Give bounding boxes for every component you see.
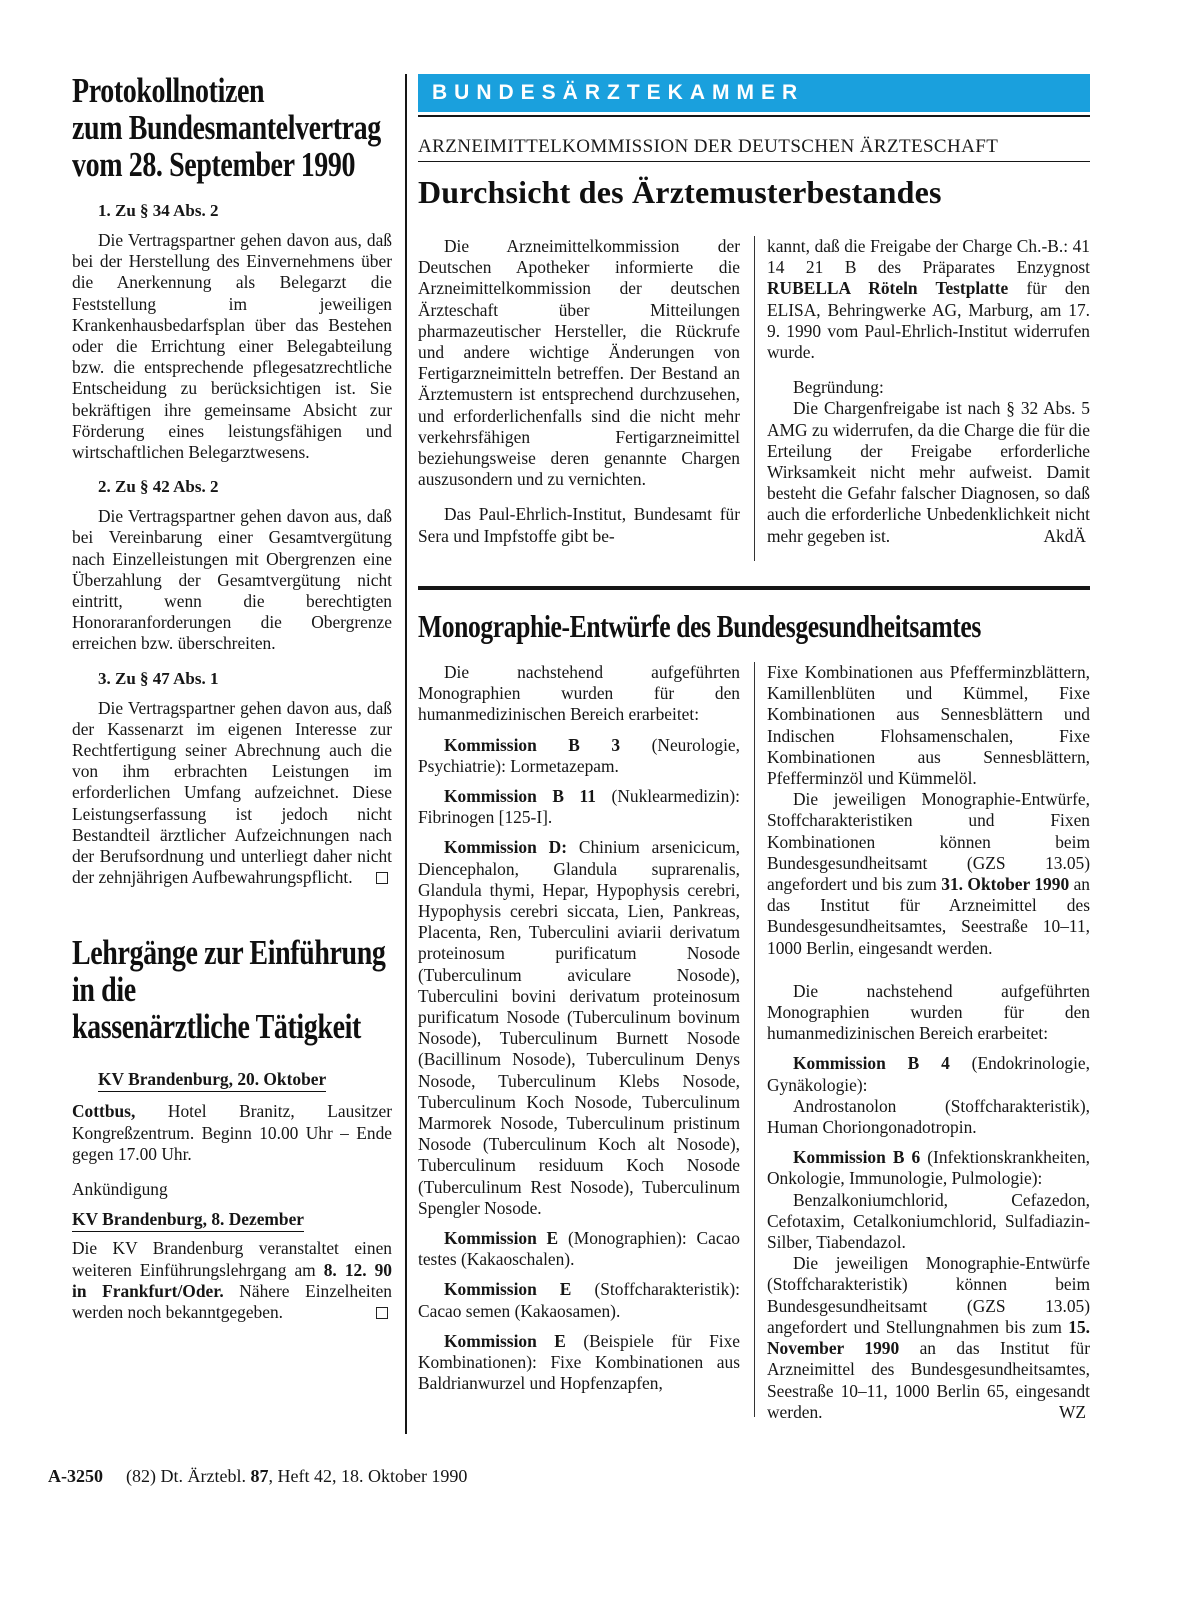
monograph-paragraph: Fixe Kombinationen aus Pfefferminzblättern, Kamillenblüten und Kümmel, Fixe Kombinationen aus Sennesblättern und Indischen Flohsamenschalen, Fixe Kombinationen aus Sennesblättern, Pfefferminzöl und Kümmelöl. xyxy=(767,662,1090,789)
protocol-title xyxy=(72,72,392,183)
reason-label: Begründung: xyxy=(793,377,884,398)
protocol-title-line: zum Bundesmantelvertrag xyxy=(72,108,381,147)
commission-items: Androstanolon (Stoffcharakteristik), Human Choriongonadotropin. xyxy=(767,1095,1090,1138)
author-signature: AkdÄ xyxy=(1043,525,1086,546)
commission-entry: Kommission E (Stoffcharakteristik): Cacao semen (Kakaosamen). xyxy=(418,1279,740,1321)
article-paragraph: Das Paul-Ehrlich-Institut, Bundesamt für Sera und Impfstoffe gibt be- xyxy=(418,504,740,546)
article-col-1 xyxy=(418,236,740,547)
commission-entry: Kommission B 4 (Endokrinologie, Gynäkologie): xyxy=(767,1053,1090,1095)
article-kicker: ARZNEIMITTELKOMMISSION DER DEUTSCHEN ÄRZTESCHAFT xyxy=(418,136,999,157)
author-signature: WZ xyxy=(1058,1401,1086,1422)
section-text: Die Vertragspartner gehen davon aus, daß der Kassenarzt im eigenen Interesse zur Rechtfertigung seiner Abrechnung auch die von ihm erbrachten Leistungen im erforderlichen Umfang aufzeichnet. Diese Leistungserfassung ist jedoch nicht Bestandteil ärztlicher Aufzeichnungen nach der Berufsordnung und unterliegt daher nicht der zehnjährigen Aufbewahrungspflicht. xyxy=(72,697,392,888)
courses-title xyxy=(72,934,392,1045)
section-heading: 2. Zu § 42 Abs. 2 xyxy=(98,477,219,497)
section-heading: 3. Zu § 47 Abs. 1 xyxy=(98,668,219,688)
monograph-col-1 xyxy=(418,662,740,1395)
article-col-2 xyxy=(767,236,1090,547)
event-text: Die KV Brandenburg veranstaltet einen weiteren Einführungslehrgang am 8. 12. 90 in Frankfurt/Oder. Nähere Einzelheiten werden noch bekanntgegeben. xyxy=(72,1238,392,1322)
announcement-label: Ankündigung xyxy=(72,1179,168,1200)
event-text: Cottbus, Hotel Branitz, Lausitzer Kongreßzentrum. Beginn 10.00 Uhr – Ende gegen 17.00 Uhr. xyxy=(72,1101,392,1164)
monograph-paragraph: Die jeweiligen Monographie-Entwürfe, Stoffcharakteristiken und Fixen Kombinationen können beim Bundesgesundheitsamt (GZS 13.05) angefordert und bis zum 31. Oktober 1990 an das Institut für Arzneimittel des Bundesgesundheitsamtes, Seestraße 10–11, 1000 Berlin, eingesandt werden. xyxy=(767,789,1090,958)
article-title: Durchsicht des Ärztemusterbestandes xyxy=(418,174,942,210)
end-mark-icon xyxy=(376,872,388,884)
kicker-rule xyxy=(418,161,1090,162)
commission-entry: Kommission B 6 (Infektionskrankheiten, Onkologie, Immunologie, Pulmologie): xyxy=(767,1147,1090,1189)
courses-title-line: in die xyxy=(72,970,136,1010)
courses-title-line: kassenärztliche Tätigkeit xyxy=(72,1007,361,1047)
section-text: Die Vertragspartner gehen davon aus, daß bei Vereinbarung einer Gesamtvergütung nach Einzelleistungen mit Obergrenzen eine Überzahlung der Gesamtvergütung nicht eintritt, wenn die berechtigten Honoraranforderungen die Obergrenze erreichen bzw. überschreiten. xyxy=(72,506,392,654)
event-heading: KV Brandenburg, 8. Dezember xyxy=(72,1209,304,1232)
article-paragraph: Die Arzneimittelkommission der Deutschen Apotheker informierte die Arzneimittelkommission der deutschen Ärzteschaft über Mitteilungen pharmazeutischer Hersteller, die Rückrufe und andere wichtige Änderungen von Fertigarzneimitteln betreffen. Der Bestand an Ärztemustern ist entsprechend durchzusehen, und erforderlichenfalls sind die nicht mehr verkehrsfähigen Fertigarzneimittel beziehungsweise deren genannte Chargen auszusondern und zu vernichten. xyxy=(418,236,740,490)
monograph-title: Monographie-Entwürfe des Bundesgesundheitsamtes xyxy=(418,608,981,644)
left-column xyxy=(72,72,392,1323)
commission-entry: Kommission B 11 (Nuklearmedizin): Fibrinogen [125-I]. xyxy=(418,786,740,828)
section-divider xyxy=(418,586,1090,590)
article-paragraph: Die Chargenfreigabe ist nach § 32 Abs. 5 AMG zu widerrufen, da die Charge die für die Erteilung der Freigabe erforderliche Wirksamkeit nicht mehr aufweist. Damit besteht die Gefahr falscher Diagnosen, so daß auch die erforderliche Unbedenklichkeit nicht mehr gegeben ist. AkdÄ xyxy=(767,398,1090,546)
commission-items: Benzalkoniumchlorid, Cefazedon, Cefotaxim, Cetalkoniumchlorid, Sulfadiazin-Silber, Tiabendazol. xyxy=(767,1189,1090,1253)
commission-entry: Kommission E (Monographien): Cacao testes (Kakaoschalen). xyxy=(418,1228,740,1270)
page-footer xyxy=(48,1466,467,1487)
article-paragraph: kannt, daß die Freigabe der Charge Ch.-B.: 41 14 21 B des Präparates Enzygnost RUBELLA Röteln Testplatte für den ELISA, Behringwerke AG, Marburg, am 17. 9. 1990 vom Paul-Ehrlich-Institut widerrufen wurde. xyxy=(767,236,1090,363)
banner-rule xyxy=(418,115,1090,117)
event-heading: KV Brandenburg, 20. Oktober xyxy=(98,1069,326,1092)
column-separator xyxy=(405,74,407,1434)
monograph-paragraph: Die jeweiligen Monographie-Entwürfe (Stoffcharakteristik) können beim Bundesgesundheitsamt (GZS 13.05) angefordert und Stellungnahmen bis zum 15. November 1990 an das Institut für Arzneimittel des Bundesgesundheitsamtes, Seestraße 10–11, 1000 Berlin 65, eingesandt werden. WZ xyxy=(767,1253,1090,1422)
citation: (82) Dt. Ärztebl. 87, Heft 42, 18. Oktober 1990 xyxy=(126,1466,468,1486)
section-text: Die Vertragspartner gehen davon aus, daß bei der Herstellung des Einvernehmens über die Anerkennung als Belegarzt die Feststellung im jeweiligen Krankenhausbedarfsplan über das Bestehen oder die Errichtung einer Belegabteilung bzw. die entsprechende pflegesatzrechtliche Entscheidung zu berücksichtigen ist. Sie bekräftigen ihre gemeinsame Absicht zur Förderung eines leistungsfähigen und wirtschaftlichen Belegarztwesens. xyxy=(72,230,392,463)
monograph-intro: Die nachstehend aufgeführten Monographien wurden für den humanmedizinischen Bereich erarbeitet: xyxy=(767,980,1090,1044)
commission-entry: Kommission D: Chinium arsenicicum, Diencephalon, Glandula suprarenalis, Glandula thymi, Hepar, Hypophysis cerebri, Hypophysis cerebri siccata, Lien, Pankreas, Placenta, Ren, Tuberculini aviarii derivatum proteinosum purificatum Nosode (Tuberculinum aviculare Nosode), Tuberculini bovini derivatum proteinosum purificatum Nosode (Tuberculinum bovinum Nosode), Tuberculinum Burnett Nosode (Bacillinum Nosode), Tuberculinum Denys Nosode, Tuberculinum Klebs Nosode, Tuberculinum Koch Nosode, Tuberculinum Marmorek Nosode, Tuberculinum pristinum Nosode (Tuberculinum Koch alt Nosode), Tuberculinum residuum Koch Nosode (Tuberculinum Rest Nosode), Tuberculinum Spengler Nosode. xyxy=(418,837,740,1218)
protocol-title-line: vom 28. September 1990 xyxy=(72,145,356,184)
monograph-col-2 xyxy=(767,662,1090,1423)
monograph-col-divider xyxy=(754,662,755,1417)
section-heading: 1. Zu § 34 Abs. 2 xyxy=(98,201,219,220)
protocol-title-line: Protokollnotizen xyxy=(72,71,265,110)
commission-entry: Kommission B 3 (Neurologie, Psychiatrie): Lormetazepam. xyxy=(418,734,740,776)
monograph-intro: Die nachstehend aufgeführten Monographien wurden für den humanmedizinischen Bereich erarbeitet: xyxy=(418,662,740,725)
article-col-divider xyxy=(754,236,755,561)
courses-title-line: Lehrgänge zur Einführung xyxy=(72,933,386,973)
page-code: A-3250 xyxy=(48,1466,103,1486)
commission-entry: Kommission E (Beispiele für Fixe Kombinationen): Fixe Kombinationen aus Baldrianwurzel und Hopfenzapfen, xyxy=(418,1330,740,1394)
end-mark-icon xyxy=(376,1307,388,1319)
section-banner: BUNDESÄRZTEKAMMER xyxy=(418,74,1090,112)
